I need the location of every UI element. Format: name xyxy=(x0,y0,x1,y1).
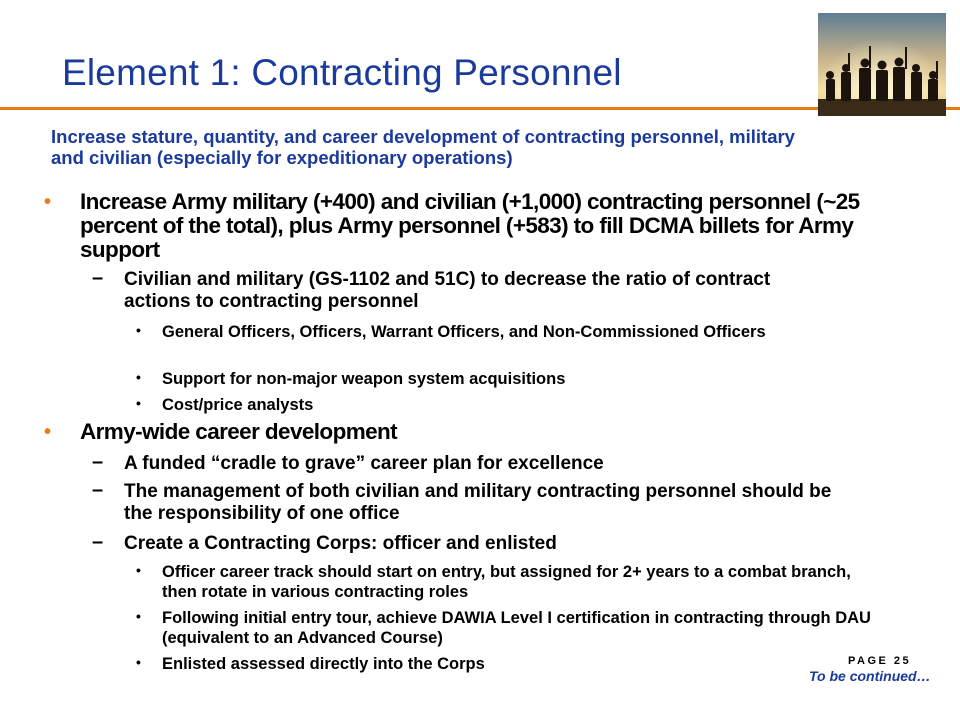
bullet-marker: • xyxy=(44,191,52,213)
sub-bullet-item: Create a Contracting Corps: officer and enlisted xyxy=(124,533,557,554)
dash-marker: – xyxy=(92,267,104,289)
sub-sub-bullet-item: Officer career track should start on entry, but assigned for 2+ years to a combat branch, then rotate in various contracting roles xyxy=(162,563,851,601)
title-divider xyxy=(0,107,960,110)
dash-marker: – xyxy=(92,451,104,473)
sub-sub-bullet-item: General Officers, Officers, Warrant Officers, and Non-Commissioned Officers xyxy=(162,323,766,341)
sub-bullet-item: Civilian and military (GS-1102 and 51C) to decrease the ratio of contract actions to contracting personnel xyxy=(124,269,771,312)
slide-subtitle: Increase stature, quantity, and career development of contracting personnel, military and civilian (especially for expeditionary operations) xyxy=(51,126,795,168)
slide-title: Element 1: Contracting Personnel xyxy=(62,52,622,93)
soldiers-silhouette-photo xyxy=(818,13,946,116)
bullet-item: Increase Army military (+400) and civilian (+1,000) contracting personnel (~25 percent of the total), plus Army personnel (+583) to fill DCMA billets for Army support xyxy=(80,189,860,262)
bullet-item: Army-wide career development xyxy=(80,419,398,444)
sub-sub-marker: • xyxy=(136,562,141,578)
sub-sub-marker: • xyxy=(136,654,141,670)
sub-sub-marker: • xyxy=(136,395,141,411)
sub-sub-marker: • xyxy=(136,322,141,338)
sub-sub-marker: • xyxy=(136,608,141,624)
sub-sub-bullet-item: Following initial entry tour, achieve DAWIA Level I certification in contracting through DAU (equivalent to an Advanced Course) xyxy=(162,609,871,647)
sub-sub-bullet-item: Enlisted assessed directly into the Corps xyxy=(162,655,485,673)
sub-sub-bullet-item: Support for non-major weapon system acquisitions xyxy=(162,370,566,388)
page-number: PAGE 25 xyxy=(848,655,912,667)
bullet-marker: • xyxy=(44,421,52,443)
sub-bullet-item: The management of both civilian and military contracting personnel should be the responsibility of one office xyxy=(124,481,832,524)
dash-marker: – xyxy=(92,531,104,553)
continued-note: To be continued… xyxy=(809,668,931,684)
sub-bullet-item: A funded “cradle to grave” career plan for excellence xyxy=(124,453,604,474)
sub-sub-bullet-item: Cost/price analysts xyxy=(162,396,314,414)
sub-sub-marker: • xyxy=(136,369,141,385)
dash-marker: – xyxy=(92,479,104,501)
